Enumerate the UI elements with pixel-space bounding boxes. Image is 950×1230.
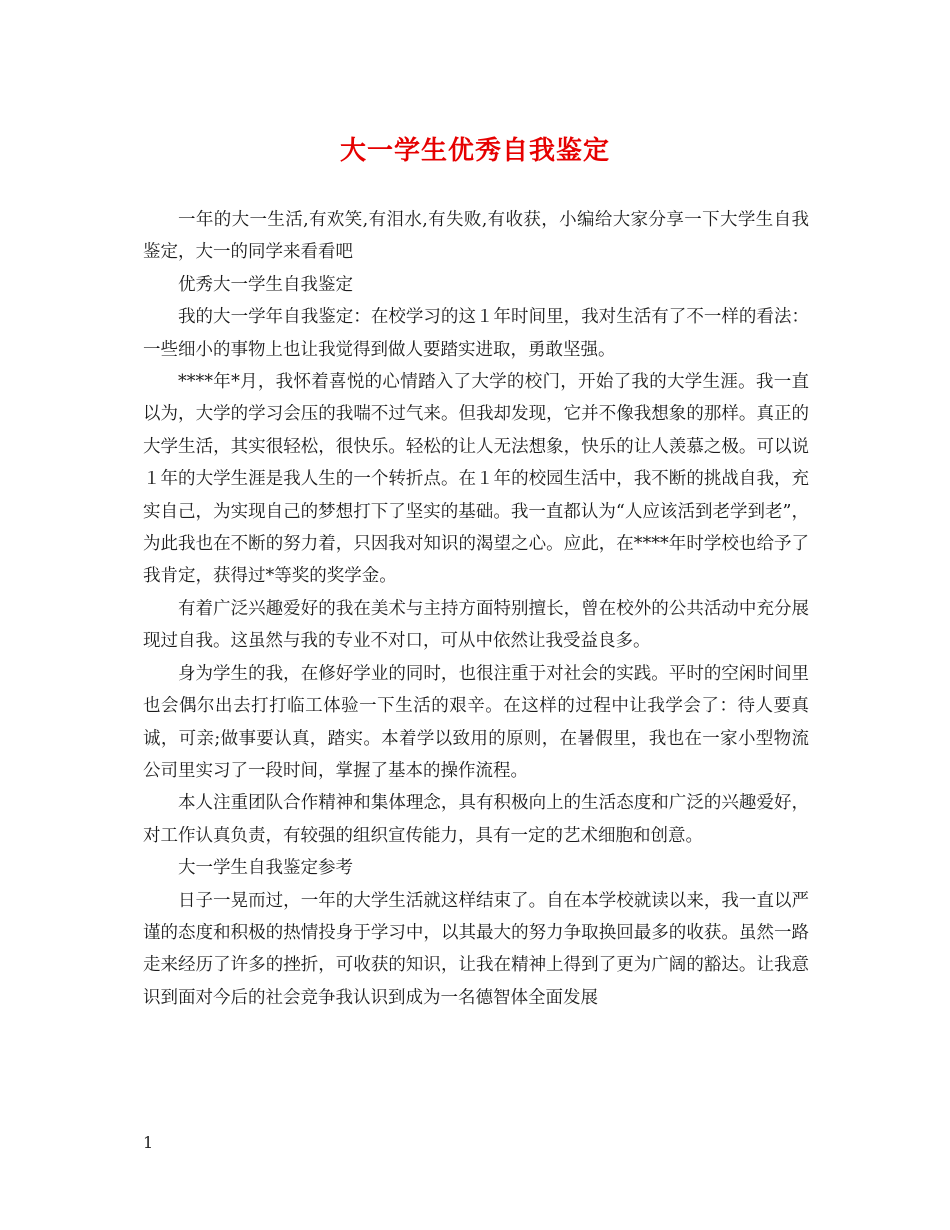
paragraph: 身为学生的我，在修好学业的同时，也很注重于对社会的实践。平时的空闲时间里也会偶尔出去打打临工体验一下生活的艰辛。在这样的过程中让我学会了：待人要真诚，可亲;做事要认真，踏实。本着学以致用的原则，在暑假里，我也在一家小型物流公司里实习了一段时间，掌握了基本的操作流程。 bbox=[143, 663, 809, 781]
paragraph-intro: 一年的大一生活,有欢笑,有泪水,有失败,有收获，小编给大家分享一下大学生自我鉴定，大一的同学来看看吧 bbox=[143, 210, 809, 263]
document-body bbox=[143, 204, 809, 1014]
paragraph: 有着广泛兴趣爱好的我在美术与主持方面特别擅长，曾在校外的公共活动中充分展现过自我。这虽然与我的专业不对口，可从中依然让我受益良多。 bbox=[143, 598, 809, 652]
paragraph: ****年*月，我怀着喜悦的心情踏入了大学的校门，开始了我的大学生涯。我一直以为，大学的学习会压的我喘不过气来。但我却发现，它并不像我想象的那样。真正的大学生活，其实很轻松，很快乐。轻松的让人无法想象，快乐的让人羡慕之极。可以说１年的大学生涯是我人生的一个转折点。在１年的校园生活中，我不断的挑战自我，充实自己，为实现自己的梦想打下了坚实的基础。我一直都认为“人应该活到老学到老”，为此我也在不断的努力着，只因我对知识的渴望之心。应此，在****年时学校也给予了我肯定，获得过*等奖的奖学金。 bbox=[143, 372, 809, 587]
paragraph: 我的大一学年自我鉴定：在校学习的这１年时间里，我对生活有了不一样的看法：一些细小的事物上也让我觉得到做人要踏实进取，勇敢坚强。 bbox=[143, 307, 809, 360]
paragraph: 日子一晃而过，一年的大学生活就这样结束了。自在本学校就读以来，我一直以严谨的态度和积极的热情投身于学习中，以其最大的努力争取换回最多的收获。虽然一路走来经历了许多的挫折，可收获的知识，让我在精神上得到了更为广阔的豁达。让我意识到面对今后的社会竞争我认识到成为一名德智体全面发展 bbox=[143, 890, 809, 1008]
paragraph: 本人注重团队合作精神和集体理念，具有积极向上的生活态度和广泛的兴趣爱好，对工作认真负责，有较强的组织宣传能力，具有一定的艺术细胞和创意。 bbox=[143, 793, 809, 846]
page-number: 1 bbox=[143, 1133, 154, 1152]
document-title: 大一学生优秀自我鉴定 bbox=[339, 136, 610, 166]
section-heading-reference: 大一学生自我鉴定参考 bbox=[178, 858, 353, 879]
section-heading-excellent: 优秀大一学生自我鉴定 bbox=[178, 274, 353, 295]
